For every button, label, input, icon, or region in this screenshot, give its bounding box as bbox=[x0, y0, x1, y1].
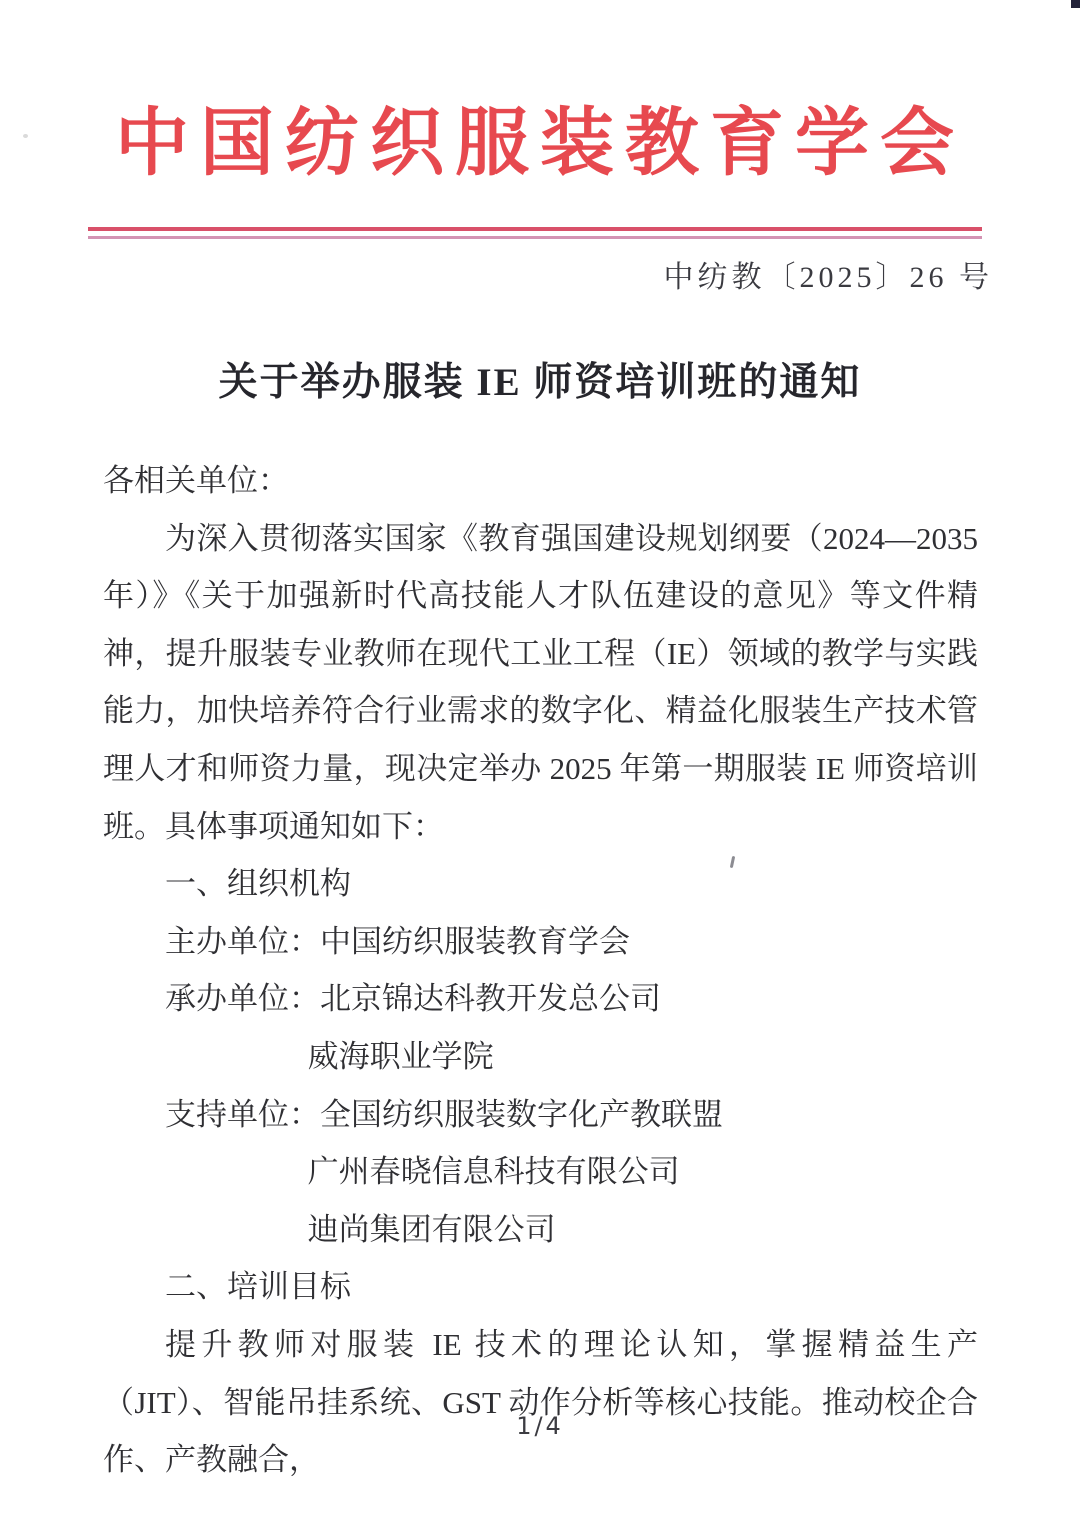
scan-artifact-dot bbox=[23, 134, 28, 138]
page-number: 1/4 bbox=[516, 1412, 564, 1440]
salutation: 各相关单位： bbox=[103, 463, 289, 498]
organizer-unit-line-2: 威海职业学院 bbox=[307, 1038, 494, 1074]
section-2-heading: 二、培训目标 bbox=[165, 1269, 351, 1305]
organizer-unit-line: 承办单位：北京锦达科教开发总公司 bbox=[165, 981, 661, 1017]
support-unit-line-2: 广州春晓信息科技有限公司 bbox=[307, 1154, 680, 1190]
support-unit-line-3: 迪尚集团有限公司 bbox=[307, 1211, 556, 1247]
document-reference-number: 中纺教〔2025〕26 号 bbox=[663, 261, 993, 294]
support-unit-line: 支持单位：全国纺织服装数字化产教联盟 bbox=[165, 1096, 723, 1132]
document-body bbox=[103, 452, 978, 1489]
host-unit-line: 主办单位：中国纺织服装教育学会 bbox=[165, 923, 630, 959]
intro-paragraph: 为深入贯彻落实国家《教育强国建设规划纲要（2024—2035 年）》《关于加强新时代高技能人才队伍建设的意见》等文件精神，提升服装专业教师在现代工业工程（IE）领域的教学与实践能力，加快培养符合行业需求的数字化、精益化服装生产技术管理人才和师资力量，现决定举办 2025 年第一期服装 IE 师资培训班。具体事项通知如下： bbox=[103, 520, 978, 844]
letterhead-title: 中国纺织服装教育学会 bbox=[115, 103, 965, 185]
letterhead-double-rule bbox=[88, 227, 982, 239]
section-1-heading: 一、组织机构 bbox=[165, 866, 351, 902]
goals-paragraph: 提升教师对服装 IE 技术的理论认知，掌握精益生产（JIT）、智能吊挂系统、GST 动作分析等核心技能。推动校企合作、产教融合， bbox=[103, 1326, 978, 1478]
scan-artifact-corner bbox=[1071, 0, 1080, 8]
document-title: 关于举办服装 IE 师资培训班的通知 bbox=[218, 361, 862, 404]
